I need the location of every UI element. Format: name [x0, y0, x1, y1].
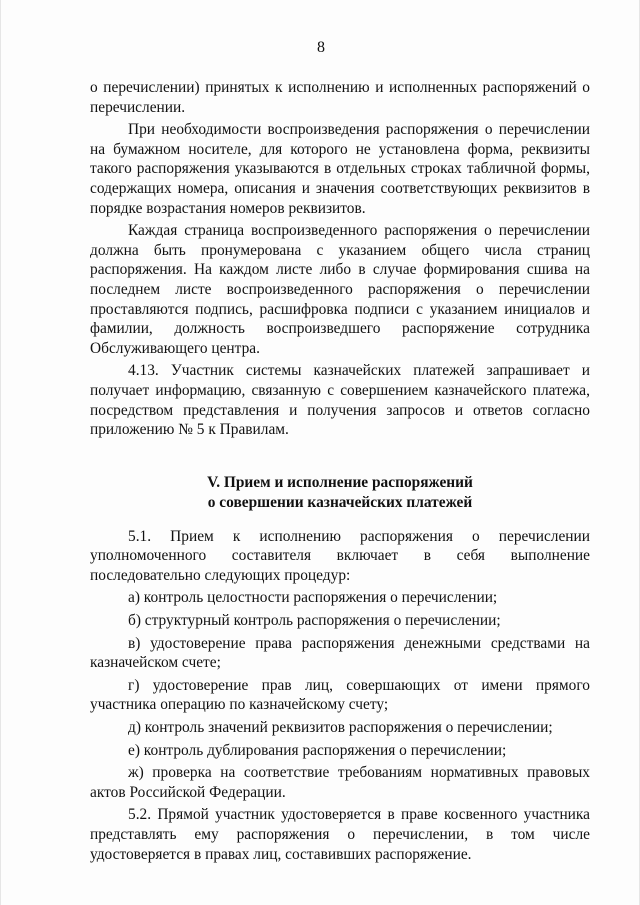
paragraph: 4.13. Участник системы казначейских платежей запрашивает и получает информацию, связанную с совершением казначейского платежа, посредством представления и получения запросов и ответов согласно приложению № 5 к Правилам.: [90, 362, 590, 439]
list-item: г) удостоверение прав лиц, совершающих от имени прямого участника операцию по казначейскому счету;: [90, 676, 590, 714]
section-heading-line: V. Прием и исполнение распоряжений: [207, 473, 473, 491]
paragraph: 5.1. Прием к исполнению распоряжения о перечислении уполномоченного составителя включает в себя выполнение последовательно следующих процедур:: [90, 527, 590, 584]
list-item: ж) проверка на соответствие требованиям нормативных правовых актов Российской Федерации.: [90, 764, 590, 801]
section-iv-tail: [90, 78, 590, 440]
paragraph: Каждая страница воспроизведенного распоряжения о перечислении должна быть пронумерована с указанием общего числа страниц распоряжения. На каждом листе либо в случае формирования сшива на последнем листе воспроизведенного распоряжения о перечислении проставляются подпись, расшифровка подписи с указанием инициалов и фамилии, должность воспроизведшего распоряжение сотрудника Обслуживающего центра.: [90, 222, 590, 357]
page-number: 8: [317, 39, 325, 56]
paragraph: о перечислении) принятых к исполнению и исполненных распоряжений о перечислении.: [90, 79, 590, 116]
document-body: [90, 78, 590, 867]
list-item: в) удостоверение права распоряжения денежными средствами на казначейском счете;: [90, 634, 590, 672]
list-item: б) структурный контроль распоряжения о перечислении;: [128, 612, 501, 630]
list-item: д) контроль значений реквизитов распоряжения о перечислении;: [128, 719, 553, 737]
section-heading-line: о совершении казначейских платежей: [207, 493, 473, 511]
paragraph: 5.2. Прямой участник удостоверяется в праве косвенного участника представлять ему распоряжения о перечислении, в том числе удостоверяется в правах лиц, составивших распоряжение.: [90, 806, 590, 863]
section-heading: [90, 473, 590, 513]
paragraph: При необходимости воспроизведения распоряжения о перечислении на бумажном носителе, для которого не установлена форма, реквизиты такого распоряжения указываются в отдельных строках табличной формы, содержащих номера, описания и значения соответствующих реквизитов в порядке возрастания номеров реквизитов.: [90, 121, 590, 217]
list-item: а) контроль целостности распоряжения о перечислении;: [128, 589, 498, 607]
section-v-body: [90, 527, 590, 865]
list-item: е) контроль дублирования распоряжения о перечислении;: [128, 741, 507, 759]
